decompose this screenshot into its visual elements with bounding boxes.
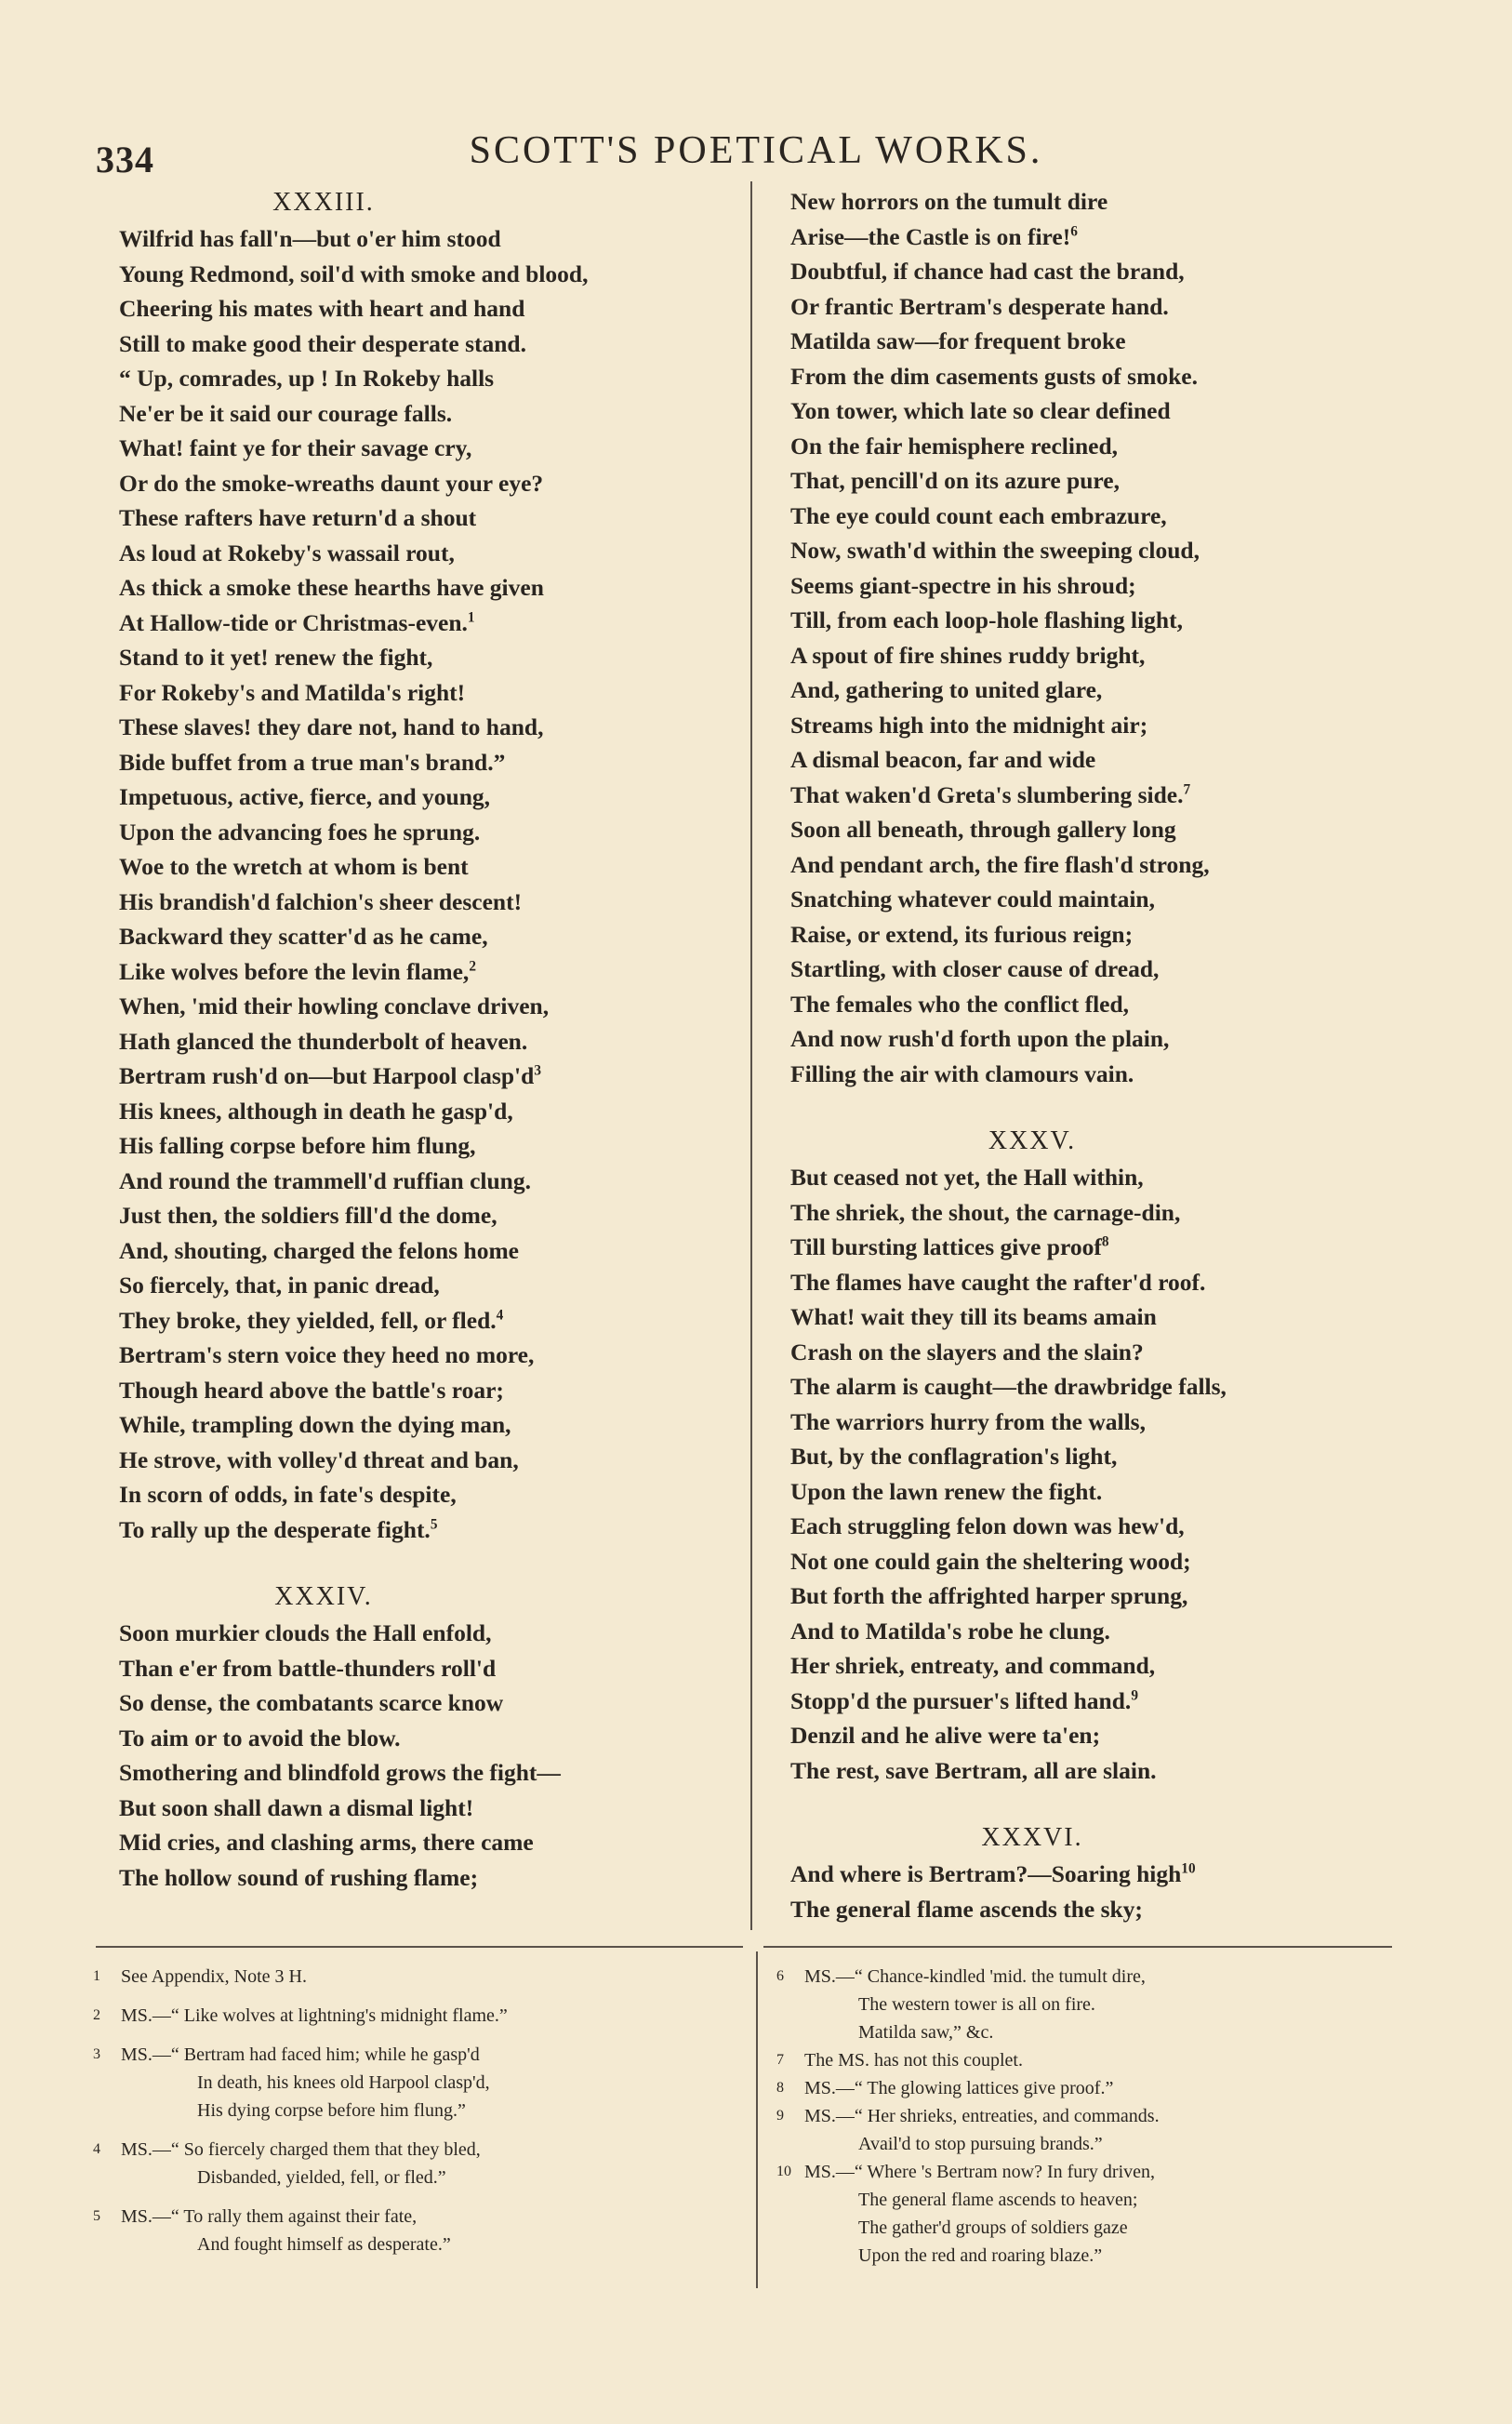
footnote-text: Upon the red and roaring blaze.” xyxy=(858,2245,1103,2266)
poem-line: Filling the air with clamours vain. xyxy=(790,1059,1134,1087)
poem-line: Just then, the soldiers fill'd the dome, xyxy=(119,1202,497,1229)
footnote-text: MS.—“ Like wolves at lightning's midnight flame.” xyxy=(121,2005,508,2026)
poem-line: “ Up, comrades, up ! In Rokeby halls xyxy=(119,365,495,392)
footnote-column-divider xyxy=(756,1951,758,2288)
poem-line xyxy=(790,220,1460,255)
footnote-text: Avail'd to stop pursuing brands.” xyxy=(858,2134,1103,2154)
poem-line xyxy=(119,1059,733,1094)
poem-line: Denzil and he alive were ta'en; xyxy=(790,1722,1101,1749)
poem-line: So dense, the combatants scarce know xyxy=(119,1689,504,1716)
footnote-number: 8 xyxy=(776,2080,784,2096)
poem-line: Snatching whatever could maintain, xyxy=(790,886,1155,912)
note-ref: 4 xyxy=(496,1307,504,1323)
poem-line xyxy=(790,778,1460,813)
poem-line: Bide buffet from a true man's brand.” xyxy=(119,748,506,776)
running-head: SCOTT'S POETICAL WORKS. xyxy=(469,129,1043,172)
footnote xyxy=(776,2158,1455,2270)
note-ref: 5 xyxy=(430,1516,438,1532)
poem-line xyxy=(790,1857,1460,1892)
footnote-text: In death, his knees old Harpool clasp'd, xyxy=(197,2072,490,2093)
footnote-text: MS.—“ Where 's Bertram now? In fury driven, xyxy=(804,2162,1156,2182)
poem-line: The females who the conflict fled, xyxy=(790,990,1130,1018)
poem-line: On the fair hemisphere reclined, xyxy=(790,432,1119,459)
footnotes-left xyxy=(93,1963,735,2270)
note-ref: 9 xyxy=(1131,1687,1138,1703)
poem-line: Her shriek, entreaty, and command, xyxy=(790,1652,1156,1679)
poem-line: The hollow sound of rushing flame; xyxy=(119,1863,479,1891)
poem-line: And pendant arch, the fire flash'd strong, xyxy=(790,850,1210,878)
poem-line: New horrors on the tumult dire xyxy=(790,188,1108,215)
poem-line: As loud at Rokeby's wassail rout, xyxy=(119,539,455,566)
poem-line: Mid cries, and clashing arms, there came xyxy=(119,1829,534,1856)
footnote xyxy=(93,2002,735,2030)
poem-line: But forth the affrighted harper sprung, xyxy=(790,1582,1188,1609)
footnote-rule xyxy=(96,1946,743,1948)
poem-line: Upon the lawn renew the fight. xyxy=(790,1477,1103,1505)
column-divider xyxy=(750,181,752,1930)
note-ref: 6 xyxy=(1070,223,1078,239)
poem-line: And now rush'd forth upon the plain, xyxy=(790,1025,1170,1052)
poem-line: Ne'er be it said our courage falls. xyxy=(119,399,453,427)
footnote-text: And fought himself as desperate.” xyxy=(197,2234,451,2255)
poem-line: From the dim casements gusts of smoke. xyxy=(790,362,1198,390)
right-column xyxy=(790,184,1460,1926)
line-text: That waken'd Greta's slumbering side. xyxy=(790,780,1184,808)
poem-line: The alarm is caught—the drawbridge falls, xyxy=(790,1373,1227,1400)
footnote-text: MS.—“ So fiercely charged them that they bled, xyxy=(121,2139,481,2160)
footnote-text: MS.—“ The glowing lattices give proof.” xyxy=(804,2078,1114,2098)
poem-line: Matilda saw—for frequent broke xyxy=(790,327,1126,354)
poem-line: These slaves! they dare not, hand to hand, xyxy=(119,713,544,740)
stanza-heading: XXXIV. xyxy=(274,1582,373,1611)
poem-line: Bertram's stern voice they heed no more, xyxy=(119,1341,535,1368)
poem-line: Doubtful, if chance had cast the brand, xyxy=(790,258,1185,285)
poem-line: Upon the advancing foes he sprung. xyxy=(119,818,481,846)
note-ref: 3 xyxy=(534,1062,541,1079)
footnote-rule xyxy=(763,1946,1392,1948)
footnote xyxy=(776,2046,1455,2074)
poem-line: Seems giant-spectre in his shroud; xyxy=(790,571,1136,599)
footnote-number: 10 xyxy=(776,2164,791,2179)
note-ref: 8 xyxy=(1101,1233,1109,1250)
poem-line: His brandish'd falchion's sheer descent! xyxy=(119,887,523,915)
poem-line: Stand to it yet! renew the fight, xyxy=(119,644,433,671)
poem-line: Startling, with closer cause of dread, xyxy=(790,955,1160,982)
poem-line: As thick a smoke these hearths have given xyxy=(119,574,544,601)
poem-line: Impetuous, active, fierce, and young, xyxy=(119,783,491,810)
footnote xyxy=(93,2136,735,2191)
page-number: 334 xyxy=(96,139,154,180)
footnote-text: The general flame ascends to heaven; xyxy=(858,2190,1138,2210)
footnote-number: 2 xyxy=(93,2007,100,2023)
footnote-text: MS.—“ Her shrieks, entreaties, and commands. xyxy=(804,2106,1160,2126)
poem-line: A dismal beacon, far and wide xyxy=(790,746,1096,773)
poem-line: But soon shall dawn a dismal light! xyxy=(119,1793,474,1821)
note-ref: 10 xyxy=(1181,1860,1196,1877)
stanza-heading: XXXVI. xyxy=(981,1823,1083,1852)
poem-line: Or frantic Bertram's desperate hand. xyxy=(790,292,1169,320)
poem-line: The eye could count each embrazure, xyxy=(790,501,1167,529)
poem-line: And round the trammell'd ruffian clung. xyxy=(119,1166,531,1194)
poem-line xyxy=(119,1303,733,1339)
footnote xyxy=(776,2074,1455,2102)
poem-line: Or do the smoke-wreaths daunt your eye? xyxy=(119,469,544,497)
line-text: Till bursting lattices give proof xyxy=(790,1233,1102,1260)
poem-line: Young Redmond, soil'd with smoke and blood, xyxy=(119,260,589,287)
poem-line: Streams high into the midnight air; xyxy=(790,711,1148,739)
footnote-number: 1 xyxy=(93,1968,100,1984)
stanza-heading: XXXIII. xyxy=(272,188,375,217)
footnote-text: Disbanded, yielded, fell, or fled.” xyxy=(197,2167,446,2188)
poem-line: His falling corpse before him flung, xyxy=(119,1132,476,1159)
poem-line: He strove, with volley'd threat and ban, xyxy=(119,1445,519,1473)
footnote xyxy=(776,2102,1455,2158)
line-text: And where is Bertram?—Soaring high xyxy=(790,1860,1182,1887)
footnote-number: 6 xyxy=(776,1968,784,1984)
footnote-number: 5 xyxy=(93,2208,100,2224)
poem-line: Each struggling felon down was hew'd, xyxy=(790,1512,1185,1539)
poem-line: Smothering and blindfold grows the fight— xyxy=(119,1759,561,1786)
note-ref: 7 xyxy=(1183,781,1191,797)
poem-line: The general flame ascends the sky; xyxy=(790,1895,1143,1923)
poem-line: Cheering his mates with heart and hand xyxy=(119,295,525,322)
footnote xyxy=(93,1963,735,1991)
poem-line: Than e'er from battle-thunders roll'd xyxy=(119,1654,497,1682)
line-text: Like wolves before the levin flame, xyxy=(119,957,470,985)
poem-line: And to Matilda's robe he clung. xyxy=(790,1617,1110,1645)
poem-line: For Rokeby's and Matilda's right! xyxy=(119,678,466,706)
poem-line: Till, from each loop-hole flashing light, xyxy=(790,606,1183,633)
poem-line: But, by the conflagration's light, xyxy=(790,1443,1118,1470)
poem-line: His knees, although in death he gasp'd, xyxy=(119,1097,513,1125)
poem-line: Crash on the slayers and the slain? xyxy=(790,1338,1144,1365)
footnote-text: Matilda saw,” &c. xyxy=(858,2022,994,2043)
poem-line: Raise, or extend, its furious reign; xyxy=(790,920,1134,948)
poem-line: That, pencill'd on its azure pure, xyxy=(790,467,1120,494)
poem-line: The flames have caught the rafter'd roof. xyxy=(790,1268,1206,1296)
poem-line: And, shouting, charged the felons home xyxy=(119,1236,520,1264)
footnote-text: His dying corpse before him flung.” xyxy=(197,2100,466,2121)
line-text: They broke, they yielded, fell, or fled. xyxy=(119,1306,497,1334)
footnotes-right xyxy=(776,1963,1455,2270)
poem-line: What! faint ye for their savage cry, xyxy=(119,434,472,461)
poem-line: In scorn of odds, in fate's despite, xyxy=(119,1481,457,1508)
poem-line: Wilfrid has fall'n—but o'er him stood xyxy=(119,225,501,252)
poem-line xyxy=(119,606,733,641)
line-text: At Hallow-tide or Christmas-even. xyxy=(119,608,468,636)
footnote xyxy=(93,2203,735,2258)
poem-line xyxy=(790,1684,1460,1719)
poem-line: While, trampling down the dying man, xyxy=(119,1411,511,1438)
line-text: To rally up the desperate fight. xyxy=(119,1515,431,1543)
poem-line: What! wait they till its beams amain xyxy=(790,1303,1157,1330)
poem-line: Backward they scatter'd as he came, xyxy=(119,923,488,950)
poem-line: Now, swath'd within the sweeping cloud, xyxy=(790,537,1200,564)
poem-line: The shriek, the shout, the carnage-din, xyxy=(790,1198,1181,1226)
footnote-text: MS.—“ Bertram had faced him; while he gasp'd xyxy=(121,2044,480,2065)
line-text: Stopp'd the pursuer's lifted hand. xyxy=(790,1686,1132,1714)
footnote-number: 9 xyxy=(776,2108,784,2124)
line-text: Arise—the Castle is on fire! xyxy=(790,222,1071,250)
stanza-heading: XXXV. xyxy=(988,1126,1077,1155)
left-column xyxy=(119,184,733,1895)
poem-line: Yon tower, which late so clear defined xyxy=(790,397,1171,424)
footnote-text: The MS. has not this couplet. xyxy=(804,2050,1023,2071)
footnote xyxy=(93,2041,735,2124)
poem-line: When, 'mid their howling conclave driven, xyxy=(119,992,550,1019)
poem-line xyxy=(119,954,733,990)
footnote-text: See Appendix, Note 3 H. xyxy=(121,1966,307,1987)
poem-line: The rest, save Bertram, all are slain. xyxy=(790,1756,1157,1784)
poem-line: Not one could gain the sheltering wood; xyxy=(790,1547,1191,1575)
line-text: Bertram rush'd on—but Harpool clasp'd xyxy=(119,1062,535,1089)
footnote-text: MS.—“ To rally them against their fate, xyxy=(121,2206,418,2227)
footnote-text: The western tower is all on fire. xyxy=(858,1994,1095,2015)
footnote-number: 7 xyxy=(776,2052,784,2068)
note-ref: 1 xyxy=(467,609,475,625)
poem-line: These rafters have return'd a shout xyxy=(119,504,477,531)
footnote-number: 4 xyxy=(93,2141,100,2157)
note-ref: 2 xyxy=(469,958,476,974)
footnote-number: 3 xyxy=(93,2046,100,2062)
poem-line: Woe to the wretch at whom is bent xyxy=(119,853,469,880)
poem-line: Soon all beneath, through gallery long xyxy=(790,816,1176,843)
poem-line xyxy=(119,1512,733,1548)
poem-line: So fiercely, that, in panic dread, xyxy=(119,1272,440,1299)
poem-line xyxy=(790,1230,1460,1265)
poem-line: Soon murkier clouds the Hall enfold, xyxy=(119,1619,492,1646)
poem-line: To aim or to avoid the blow. xyxy=(119,1724,401,1751)
poem-line: But ceased not yet, the Hall within, xyxy=(790,1164,1144,1191)
poem-line: Though heard above the battle's roar; xyxy=(119,1376,504,1404)
footnote-text: MS.—“ Chance-kindled 'mid. the tumult dire, xyxy=(804,1966,1146,1987)
poem-line: The warriors hurry from the walls, xyxy=(790,1407,1146,1435)
poem-line: A spout of fire shines ruddy bright, xyxy=(790,641,1146,669)
poem-line: Still to make good their desperate stand. xyxy=(119,329,526,357)
footnote-text: The gather'd groups of soldiers gaze xyxy=(858,2218,1128,2238)
footnote xyxy=(776,1963,1455,2046)
poem-line: Hath glanced the thunderbolt of heaven. xyxy=(119,1027,528,1055)
poem-line: And, gathering to united glare, xyxy=(790,676,1103,703)
